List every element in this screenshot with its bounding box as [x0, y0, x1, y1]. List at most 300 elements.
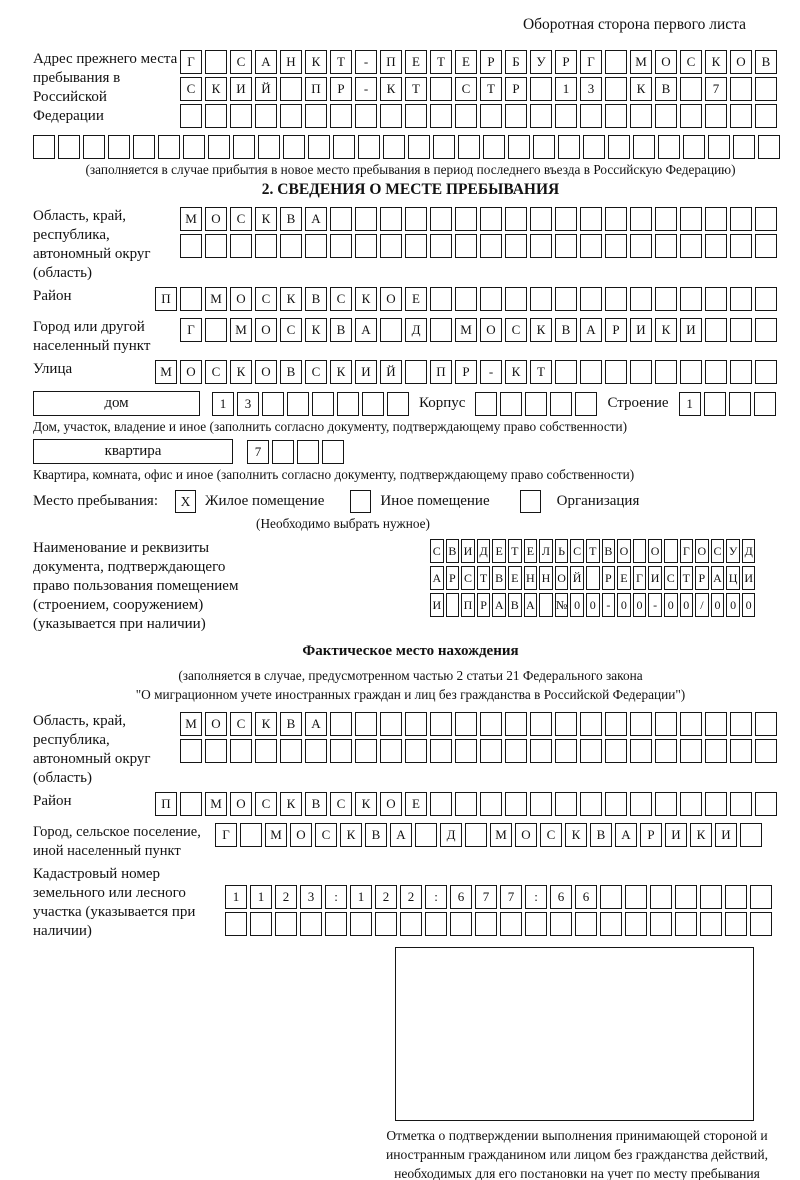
kvartira-row: [33, 439, 788, 464]
char-box: Л: [539, 539, 553, 563]
char-box: [408, 135, 430, 159]
stroenie-label: Строение: [607, 395, 669, 411]
char-box: [405, 234, 427, 258]
char-box: [425, 912, 447, 936]
char-box: [730, 77, 752, 101]
kadastr-line-1: [225, 885, 772, 909]
char-box: [705, 792, 727, 816]
korpus-label: Корпус: [419, 395, 466, 411]
char-box: Е: [617, 566, 631, 590]
char-box: К: [230, 360, 252, 384]
char-box: [725, 885, 747, 909]
char-box: О: [555, 566, 569, 590]
char-box: [380, 104, 402, 128]
char-box: В: [280, 712, 302, 736]
char-box: А: [711, 566, 725, 590]
char-box: [754, 392, 776, 416]
char-box: В: [446, 539, 460, 563]
char-box: С: [280, 318, 302, 342]
kadastr-line-2: [225, 912, 772, 936]
char-box: :: [425, 885, 447, 909]
char-box: [480, 739, 502, 763]
char-box: О: [255, 318, 277, 342]
raion-block: [33, 287, 788, 314]
char-box: [180, 104, 202, 128]
char-box: [530, 104, 552, 128]
gorod-block: [33, 318, 788, 356]
char-box: С: [180, 77, 202, 101]
char-box: И: [742, 566, 756, 590]
char-box: [337, 392, 359, 416]
checkbox-zhiloe: X: [175, 490, 196, 513]
char-box: И: [715, 823, 737, 847]
char-box: В: [280, 360, 302, 384]
char-box: [305, 739, 327, 763]
char-box: [655, 234, 677, 258]
char-box: [605, 104, 627, 128]
char-box: [705, 234, 727, 258]
char-box: [305, 104, 327, 128]
char-box: [280, 77, 302, 101]
char-box: [758, 135, 780, 159]
char-box: [405, 207, 427, 231]
char-box: [433, 135, 455, 159]
char-box: Т: [508, 539, 522, 563]
char-box: [605, 739, 627, 763]
char-box: [480, 287, 502, 311]
char-box: 0: [586, 593, 600, 617]
char-box: [539, 593, 553, 617]
stamp-box: [395, 947, 754, 1121]
char-box: Р: [695, 566, 709, 590]
char-box: Г: [180, 318, 202, 342]
char-box: [755, 207, 777, 231]
char-box: П: [155, 287, 177, 311]
char-box: 2: [275, 885, 297, 909]
char-box: К: [280, 287, 302, 311]
char-box: [505, 712, 527, 736]
char-box: Й: [570, 566, 584, 590]
char-box: Д: [742, 539, 756, 563]
char-box: 0: [711, 593, 725, 617]
raion-line: [155, 287, 777, 311]
char-box: [705, 739, 727, 763]
kvartira-line: [247, 440, 344, 464]
char-box: 6: [575, 885, 597, 909]
char-box: С: [430, 539, 444, 563]
char-box: С: [255, 287, 277, 311]
char-box: А: [524, 593, 538, 617]
char-box: -: [648, 593, 662, 617]
char-box: [405, 360, 427, 384]
char-box: [183, 135, 205, 159]
char-box: [705, 712, 727, 736]
char-box: [580, 360, 602, 384]
char-box: [300, 912, 322, 936]
char-box: А: [390, 823, 412, 847]
char-box: [205, 318, 227, 342]
char-box: [625, 912, 647, 936]
char-box: [755, 739, 777, 763]
char-box: 7: [705, 77, 727, 101]
char-box: [555, 360, 577, 384]
char-box: 1: [555, 77, 577, 101]
char-box: [705, 360, 727, 384]
char-box: 0: [617, 593, 631, 617]
raion-label: Район: [33, 288, 72, 304]
char-box: П: [430, 360, 452, 384]
char-box: К: [305, 318, 327, 342]
oblast-label: Область, край, республика, автономный округ (область): [33, 208, 151, 281]
char-box: В: [305, 792, 327, 816]
char-box: С: [505, 318, 527, 342]
char-box: [583, 135, 605, 159]
char-box: [755, 712, 777, 736]
char-box: [650, 912, 672, 936]
char-box: М: [155, 360, 177, 384]
oblast-line-2: [180, 234, 777, 258]
char-box: [205, 104, 227, 128]
char-box: [458, 135, 480, 159]
char-box: Е: [405, 287, 427, 311]
char-box: [480, 207, 502, 231]
char-box: [297, 440, 319, 464]
char-box: О: [380, 287, 402, 311]
char-box: [205, 234, 227, 258]
char-box: У: [726, 539, 740, 563]
char-box: Е: [492, 539, 506, 563]
char-box: Е: [405, 792, 427, 816]
char-box: [355, 104, 377, 128]
char-box: С: [461, 566, 475, 590]
char-box: П: [155, 792, 177, 816]
char-box: [605, 77, 627, 101]
fact-raion-block: [33, 792, 788, 819]
char-box: [533, 135, 555, 159]
char-box: С: [230, 50, 252, 74]
char-box: [729, 392, 751, 416]
char-box: О: [648, 539, 662, 563]
char-box: С: [455, 77, 477, 101]
char-box: [586, 566, 600, 590]
char-box: [730, 360, 752, 384]
char-box: Р: [505, 77, 527, 101]
char-box: М: [205, 287, 227, 311]
char-box: О: [695, 539, 709, 563]
char-box: 0: [742, 593, 756, 617]
char-box: [450, 912, 472, 936]
char-box: Т: [480, 77, 502, 101]
char-box: [580, 792, 602, 816]
char-box: Н: [280, 50, 302, 74]
char-box: :: [325, 885, 347, 909]
char-box: К: [565, 823, 587, 847]
char-box: [700, 885, 722, 909]
char-box: О: [655, 50, 677, 74]
char-box: С: [330, 792, 352, 816]
doc-label: Наименование и реквизиты документа, подтверждающего право пользования помещением (строением, сооружением) (указывается при наличии): [33, 540, 239, 632]
char-box: Р: [602, 566, 616, 590]
char-box: С: [230, 207, 252, 231]
char-box: К: [355, 792, 377, 816]
char-box: [230, 739, 252, 763]
char-box: В: [492, 566, 506, 590]
char-box: [255, 234, 277, 258]
char-box: [755, 77, 777, 101]
char-box: [680, 712, 702, 736]
char-box: А: [430, 566, 444, 590]
char-box: [430, 104, 452, 128]
char-box: К: [530, 318, 552, 342]
dom-box: дом: [33, 391, 200, 416]
doc-line-1: [430, 539, 755, 563]
fact-note-line-1: (заполняется в случае, предусмотренном частью 2 статьи 21 Федерального закона: [178, 668, 643, 683]
kadastr-block: [33, 865, 788, 941]
stroenie-line: [679, 392, 776, 416]
char-box: [262, 392, 284, 416]
char-box: К: [505, 360, 527, 384]
dom-number-line: [212, 392, 409, 416]
checkbox-inoe: [350, 490, 371, 513]
char-box: [480, 104, 502, 128]
char-box: 7: [247, 440, 269, 464]
char-box: [755, 360, 777, 384]
char-box: [180, 739, 202, 763]
char-box: [230, 104, 252, 128]
char-box: 0: [664, 593, 678, 617]
char-box: Д: [477, 539, 491, 563]
char-box: [530, 287, 552, 311]
char-box: [740, 823, 762, 847]
char-box: [625, 885, 647, 909]
char-box: [555, 739, 577, 763]
char-box: К: [380, 77, 402, 101]
char-box: [530, 234, 552, 258]
char-box: [333, 135, 355, 159]
char-box: 3: [300, 885, 322, 909]
fact-oblast-line-2: [180, 739, 777, 763]
char-box: [683, 135, 705, 159]
char-box: [480, 792, 502, 816]
char-box: [500, 392, 522, 416]
kvartira-note: Квартира, комната, офис и иное (заполнить согласно документу, подтверждающему право собственности): [33, 467, 635, 482]
char-box: [430, 287, 452, 311]
char-box: [605, 287, 627, 311]
char-box: [675, 912, 697, 936]
oblast-line-1: [180, 207, 777, 231]
korpus-line: [475, 392, 597, 416]
char-box: С: [305, 360, 327, 384]
char-box: П: [380, 50, 402, 74]
char-box: [330, 234, 352, 258]
fact-gorod-label: Город, сельское поселение, иной населенный пункт: [33, 824, 201, 859]
char-box: [355, 207, 377, 231]
char-box: [455, 207, 477, 231]
char-box: [530, 207, 552, 231]
char-box: В: [602, 539, 616, 563]
char-box: [655, 104, 677, 128]
char-box: [483, 135, 505, 159]
ulitsa-label: Улица: [33, 361, 73, 377]
char-box: О: [480, 318, 502, 342]
char-box: А: [255, 50, 277, 74]
char-box: [180, 792, 202, 816]
char-box: Е: [508, 566, 522, 590]
char-box: [305, 234, 327, 258]
char-box: [575, 392, 597, 416]
char-box: [555, 792, 577, 816]
char-box: М: [180, 207, 202, 231]
section2-title: 2. СВЕДЕНИЯ О МЕСТЕ ПРЕБЫВАНИЯ: [261, 181, 560, 198]
char-box: [508, 135, 530, 159]
char-box: О: [205, 207, 227, 231]
char-box: Т: [586, 539, 600, 563]
char-box: 6: [450, 885, 472, 909]
char-box: [355, 712, 377, 736]
char-box: [505, 792, 527, 816]
char-box: [633, 539, 647, 563]
char-box: И: [630, 318, 652, 342]
char-box: [530, 712, 552, 736]
char-box: Б: [505, 50, 527, 74]
prev-address-block: [33, 50, 788, 131]
char-box: [655, 287, 677, 311]
char-box: [250, 912, 272, 936]
char-box: К: [205, 77, 227, 101]
dom-row: [33, 391, 788, 416]
char-box: [680, 77, 702, 101]
char-box: 3: [580, 77, 602, 101]
char-box: [655, 792, 677, 816]
char-box: К: [630, 77, 652, 101]
option-organizatsiya-label: Организация: [556, 493, 640, 509]
char-box: [350, 912, 372, 936]
char-box: Р: [455, 360, 477, 384]
char-box: [322, 440, 344, 464]
char-box: [415, 823, 437, 847]
char-box: П: [305, 77, 327, 101]
char-box: [755, 287, 777, 311]
char-box: Д: [440, 823, 462, 847]
char-box: С: [664, 566, 678, 590]
char-box: [380, 207, 402, 231]
char-box: [658, 135, 680, 159]
char-box: [312, 392, 334, 416]
char-box: [605, 234, 627, 258]
char-box: [280, 234, 302, 258]
char-box: С: [570, 539, 584, 563]
char-box: М: [630, 50, 652, 74]
char-box: [680, 287, 702, 311]
char-box: Р: [605, 318, 627, 342]
char-box: [605, 50, 627, 74]
char-box: И: [355, 360, 377, 384]
char-box: [505, 234, 527, 258]
doc-block: [33, 539, 788, 634]
char-box: О: [205, 712, 227, 736]
char-box: [330, 739, 352, 763]
char-box: [180, 234, 202, 258]
kvartira-box: квартира: [33, 439, 233, 464]
char-box: [325, 912, 347, 936]
char-box: [283, 135, 305, 159]
char-box: К: [655, 318, 677, 342]
char-box: [550, 392, 572, 416]
char-box: [750, 885, 772, 909]
char-box: [455, 792, 477, 816]
char-box: И: [648, 566, 662, 590]
char-box: В: [755, 50, 777, 74]
char-box: [525, 912, 547, 936]
char-box: [704, 392, 726, 416]
char-box: А: [492, 593, 506, 617]
char-box: М: [205, 792, 227, 816]
char-box: Р: [446, 566, 460, 590]
char-box: К: [690, 823, 712, 847]
char-box: [730, 792, 752, 816]
char-box: Р: [480, 50, 502, 74]
char-box: [208, 135, 230, 159]
char-box: Г: [180, 50, 202, 74]
char-box: В: [590, 823, 612, 847]
fact-raion-line: [155, 792, 777, 816]
char-box: [480, 234, 502, 258]
char-box: 7: [475, 885, 497, 909]
char-box: [755, 234, 777, 258]
char-box: [655, 712, 677, 736]
char-box: М: [490, 823, 512, 847]
char-box: [558, 135, 580, 159]
char-box: [708, 135, 730, 159]
char-box: [733, 135, 755, 159]
char-box: [380, 739, 402, 763]
char-box: [680, 792, 702, 816]
char-box: В: [655, 77, 677, 101]
char-box: [380, 712, 402, 736]
char-box: Й: [380, 360, 402, 384]
char-box: [555, 287, 577, 311]
page-header: Оборотная сторона первого листа: [522, 16, 746, 33]
char-box: [255, 739, 277, 763]
char-box: [664, 539, 678, 563]
char-box: О: [290, 823, 312, 847]
char-box: [430, 792, 452, 816]
char-box: [575, 912, 597, 936]
char-box: [505, 207, 527, 231]
char-box: С: [230, 712, 252, 736]
fact-note: [33, 666, 788, 704]
oblast-block: [33, 207, 788, 283]
char-box: [650, 885, 672, 909]
char-box: [133, 135, 155, 159]
char-box: [750, 912, 772, 936]
char-box: И: [430, 593, 444, 617]
char-box: [465, 823, 487, 847]
char-box: Р: [640, 823, 662, 847]
char-box: [380, 234, 402, 258]
char-box: Й: [255, 77, 277, 101]
char-box: И: [461, 539, 475, 563]
char-box: [580, 104, 602, 128]
char-box: [455, 739, 477, 763]
char-box: [530, 77, 552, 101]
char-box: [730, 234, 752, 258]
char-box: [455, 287, 477, 311]
char-box: [705, 207, 727, 231]
char-box: Е: [405, 50, 427, 74]
prev-address-line-2: [180, 77, 777, 101]
char-box: О: [230, 792, 252, 816]
